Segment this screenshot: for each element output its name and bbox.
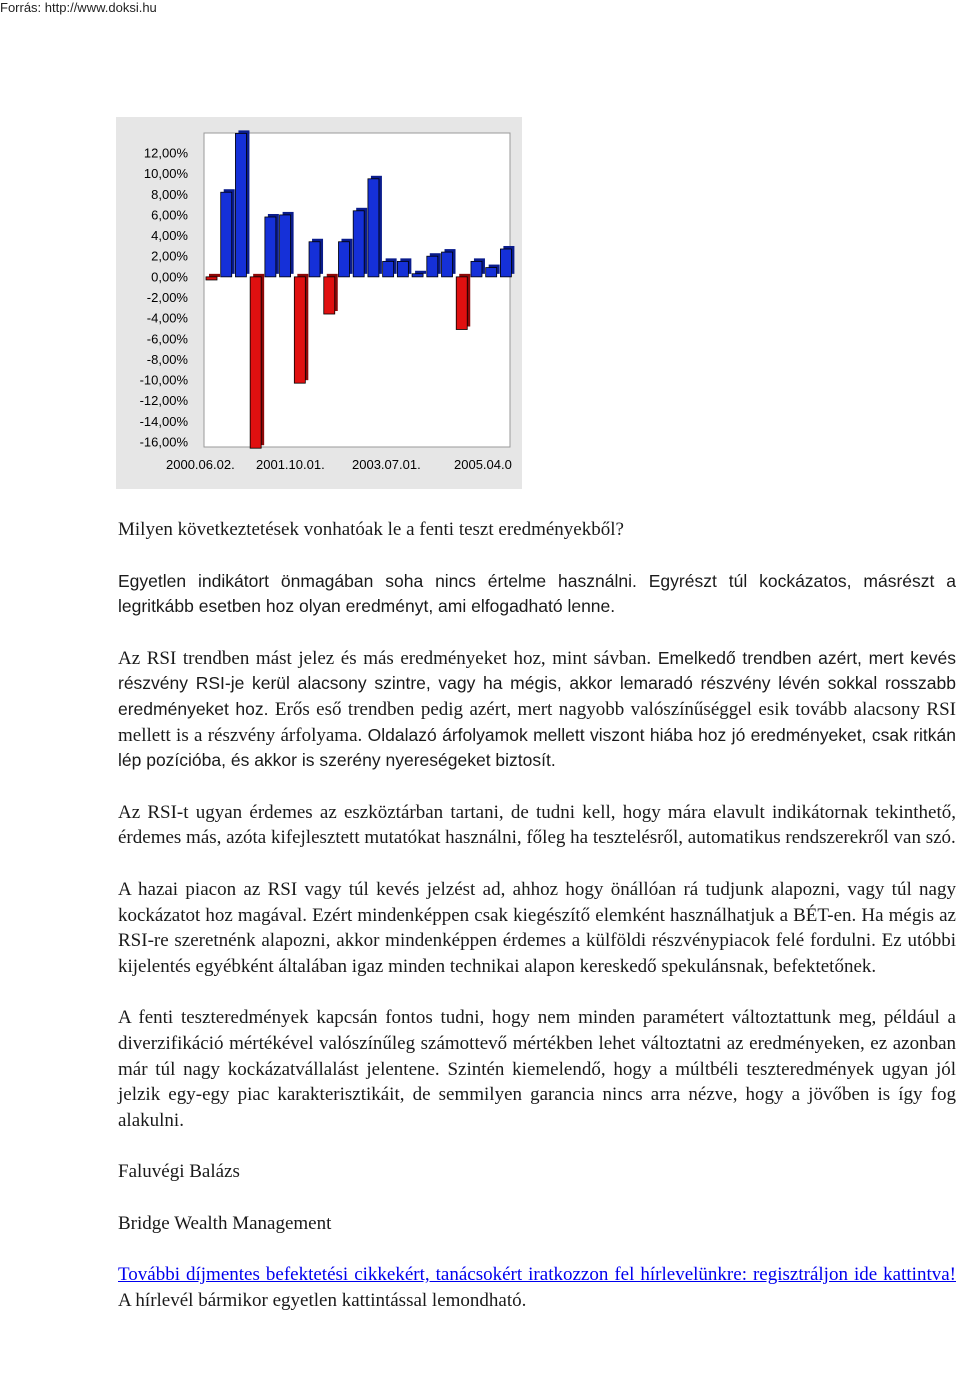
source-header: Forrás: http://www.doksi.hu bbox=[0, 0, 157, 15]
x-tick-label: 2003.07.01. bbox=[352, 457, 421, 472]
bar-positive bbox=[265, 217, 276, 277]
y-tick-label: 6,00% bbox=[151, 207, 188, 223]
question-paragraph: Milyen következtetések vonhatóak le a fenti teszt eredményekből? bbox=[118, 519, 624, 540]
paragraph-4: A hazai piacon az RSI vagy túl kevés jelzést ad, ahhoz hogy önállóan rá tudjunk alapozni, vagy túl nagy kockázatot hoz magával. Ezért mindenképpen csak kiegészítő elemként használhatjuk a BÉT-en. Ha mégis az RSI-re szeretnénk alapozni, akkor mindenképpen érdemes a külföldi részvénypiacok felé fordulni. Ez utóbbi kijelentés egyébként általában igaz minden technikai alapon kereskedő spekulánsnak, befektetőnek. bbox=[118, 878, 956, 977]
newsletter-paragraph bbox=[118, 1262, 956, 1313]
y-tick-label: 12,00% bbox=[143, 145, 188, 161]
y-tick-label: -14,00% bbox=[139, 413, 188, 429]
bar-positive bbox=[412, 274, 423, 277]
newsletter-closing-text: A hírlevél bármikor egyetlen kattintással lemondható. bbox=[118, 1290, 527, 1312]
bar-positive bbox=[221, 192, 232, 277]
x-tick-label: 2000.06.02. bbox=[166, 457, 235, 472]
paragraph-2 bbox=[118, 646, 956, 774]
bar-positive bbox=[353, 211, 364, 277]
bar-positive bbox=[397, 261, 408, 276]
bar-positive bbox=[500, 249, 511, 277]
y-tick-label: -12,00% bbox=[139, 393, 188, 409]
rsi-test-results-chart bbox=[116, 117, 522, 489]
paragraph-2-part-c: Erős eső trendben pedig azért, mert nagyobb valószínűséggel esik tovább alacsony RSI mellett is a részvény árfolyama. bbox=[118, 698, 956, 746]
newsletter-signup-link[interactable]: További díjmentes befektetési cikkekért, tanácsokért iratkozzon fel hírlevelünkre: regisztráljon ide kattintva! bbox=[118, 1264, 956, 1286]
paragraph-2-part-a: Az RSI trendben mást jelez és más eredményeket hoz, mint sávban. bbox=[118, 647, 652, 669]
bar-positive bbox=[368, 179, 379, 277]
bar-positive bbox=[280, 215, 291, 277]
paragraph-2-part-d: Oldalazó árfolyamok mellett viszont hiába hoz jó eredményeket, csak ritkán lép pozícióba, és akkor is szerény nyereségeket biztosít. bbox=[118, 724, 956, 771]
bar-positive bbox=[309, 242, 320, 277]
x-tick-label: 2005.04.0 bbox=[454, 457, 512, 472]
y-tick-label: -2,00% bbox=[146, 290, 188, 305]
y-tick-label: -10,00% bbox=[139, 372, 188, 388]
paragraph-3: Az RSI-t ugyan érdemes az eszköztárban tartani, de tudni kell, hogy mára elavult indikátornak tekinthető, érdemes más, azóta kifejlesztett mutatókat használni, főleg ha tesztelésről, automatikus rendszerekről van szó. bbox=[118, 801, 956, 849]
bar-positive bbox=[471, 261, 482, 276]
chart-svg bbox=[116, 117, 522, 489]
paragraph-2-part-b: Emelkedő trendben azért, mert kevés részvény RSI-je kerül alacsony szintre, vagy ha mégis, akkor lemaradó részvény lévén sokkal rosszabb eredményeket hoz. bbox=[118, 647, 956, 719]
y-tick-label: -4,00% bbox=[146, 310, 188, 326]
author-name: Faluvégi Balázs bbox=[118, 1161, 240, 1183]
bar-positive bbox=[338, 242, 349, 277]
bar-positive bbox=[383, 261, 394, 276]
bar-negative bbox=[206, 277, 217, 280]
y-tick-label: -16,00% bbox=[139, 434, 188, 450]
y-tick-label: -6,00% bbox=[146, 331, 188, 347]
y-tick-label: 0,00% bbox=[151, 269, 188, 285]
company-name: Bridge Wealth Management bbox=[118, 1212, 332, 1234]
bar-positive bbox=[486, 268, 497, 277]
x-tick-label: 2001.10.01. bbox=[256, 457, 325, 472]
bar-positive bbox=[235, 133, 246, 276]
bar-negative bbox=[324, 277, 335, 314]
bar-positive bbox=[442, 252, 453, 277]
paragraph-1: Egyetlen indikátort önmagában soha nincs értelme használni. Egyrészt túl kockázatos, másrészt a legritkább esetben hoz olyan eredményt, ami elfogadható lenne. bbox=[118, 570, 956, 617]
y-tick-label: -8,00% bbox=[146, 351, 188, 367]
y-tick-label: 8,00% bbox=[151, 186, 188, 202]
bar-negative bbox=[294, 277, 305, 383]
paragraph-5: A fenti teszteredmények kapcsán fontos tudni, hogy nem minden paramétert változtattunk meg, például a diverzifikáció mértékével valószínűleg számottevő mértékben lehet változtatni az eredményeken, ez azonban már túl nagy kockázatvállalást jelentene. Szintén kiemelendő, hogy a múltbéli teszteredmények ugyan jól jelzik egy-egy piac karakterisztikáit, de semmilyen garancia nincs arra nézve, hogy a jövőben is így fog alakulni. bbox=[118, 1007, 956, 1131]
y-tick-label: 2,00% bbox=[151, 248, 188, 264]
y-tick-label: 4,00% bbox=[151, 228, 188, 244]
bar-negative bbox=[250, 277, 261, 448]
y-tick-label: 10,00% bbox=[143, 166, 188, 182]
article-body bbox=[118, 517, 956, 1314]
bar-positive bbox=[427, 256, 438, 277]
bar-negative bbox=[456, 277, 467, 330]
